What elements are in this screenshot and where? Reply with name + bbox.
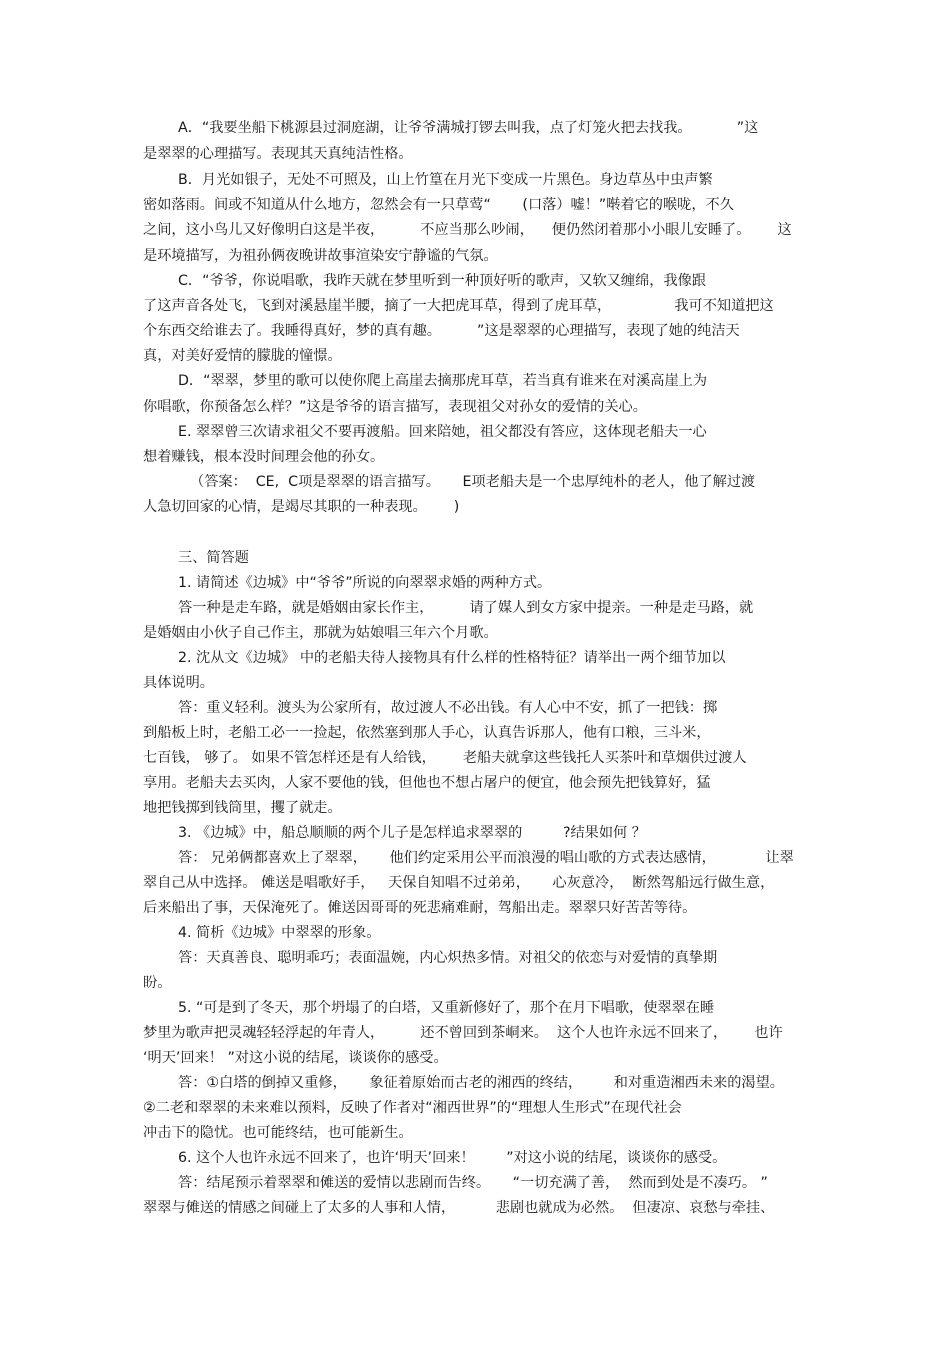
answer-3-line-1: 答： 兄弟俩都喜欢上了翠翠， 他们约定采用公平而浪漫的唱山歌的方式表达感情， 让翠 bbox=[178, 850, 794, 866]
option-b-line-2: 密如落雨。间或不知道从什么地方，忽然会有一只草莺“ (口落）嘘！”啭着它的喉咙，不久 bbox=[143, 197, 734, 213]
option-c-line-2: 了这声音各处飞，飞到对溪悬崖半腰，摘了一大把虎耳草，得到了虎耳草， 我可不知道把这 bbox=[143, 298, 774, 314]
answer-5-line-1: 答：①白塔的倒掉又重修， 象征着原始而古老的湘西的终结， 和对重造湘西未来的渴望。 bbox=[178, 1075, 784, 1091]
answer-line-1: （答案： CE, C项是翠翠的语言描写。 E项老船夫是一个忠厚纯朴的老人，他了解过渡 bbox=[190, 474, 756, 490]
option-d-line-2: 你唱歌，你预备怎么样？”这是爷爷的语言描写，表现祖父对孙女的爱情的关心。 bbox=[143, 399, 647, 415]
question-6: 6. 这个人也许永远不回来了，也许‘明天’回来！ ”对这小说的结尾，谈谈你的感受。 bbox=[178, 1150, 727, 1166]
question-4: 4. 简析《边城》中翠翠的形象。 bbox=[178, 925, 381, 941]
question-3: 3. 《边城》中，船总顺顺的两个儿子是怎样追求翠翠的 ?结果如何 ？ bbox=[178, 825, 646, 841]
option-e-line-1: E. 翠翠曾三次请求祖父不要再渡船。回来陪她，祖父都没有答应，这体现老船夫一心 bbox=[178, 424, 707, 440]
option-a-line-2: 是翠翠的心理描写。表现其天真纯洁性格。 bbox=[143, 146, 413, 162]
option-c-line-3: 个东西交给谁去了。我睡得真好，梦的真有趣。 ”这是翠翠的心理描写，表现了她的纯洁天 bbox=[143, 323, 740, 339]
option-a-line-1: A．“我要坐船下桃源县过洞庭湖，让爷爷满城打锣去叫我，点了灯笼火把去找我。 ”这 bbox=[178, 120, 759, 136]
answer-4-line-2: 盼。 bbox=[143, 975, 172, 991]
answer-1-line-2: 是婚姻由小伙子自己作主，那就为姑娘唱三年六个月歌。 bbox=[143, 625, 498, 641]
answer-2-line-1: 答：重义轻利。渡头为公家所有，故过渡人不必出钱。有人心中不安，抓了一把钱：掷 bbox=[178, 700, 718, 716]
question-5-line-3: ‘明天’回来！ ”对这小说的结尾，谈谈你的感受。 bbox=[143, 1050, 448, 1066]
answer-2-line-2: 到船板上时，老船工必一一捡起，依然塞到那人手心，认真告诉那人，他有口粮，三斗米， bbox=[143, 725, 711, 741]
option-c-line-4: 真，对美好爱情的朦胧的憧憬。 bbox=[143, 348, 342, 364]
question-1: 1. 请简述《边城》中“爷爷”所说的向翠翠求婚的两种方式。 bbox=[178, 575, 552, 591]
question-2-line-2: 具体说明。 bbox=[143, 675, 214, 691]
answer-2-line-5: 地把钱掷到钱筒里，攫了就走。 bbox=[143, 800, 342, 816]
answer-5-line-3: 冲击下的隐忧。也可能终结，也可能新生。 bbox=[143, 1125, 413, 1141]
option-b-line-4: 是环境描写，为祖孙俩夜晚讲故事渲染安宁静谧的气氛。 bbox=[143, 248, 498, 264]
answer-2-line-3: 七百钱， 够了。 如果不管怎样还是有人给钱， 老船夫就拿这些钱托人买茶叶和草烟供过渡人 bbox=[143, 750, 747, 766]
answer-6-line-2: 翠翠与傩送的情感之间碰上了太多的人事和人情， 悲剧也就成为必然。 但凄凉、哀愁与牵挂、 bbox=[143, 1200, 775, 1216]
option-e-line-2: 想着赚钱，根本没时间理会他的孙女。 bbox=[143, 449, 385, 465]
answer-3-line-2: 翠自己从中选择。 傩送是唱歌好手， 天保自知唱不过弟弟， 心灰意冷， 断然驾船远行做生意， bbox=[143, 875, 775, 891]
option-b-line-3: 之间，这小鸟儿又好像明白这是半夜， 不应当那么吵闹， 便仍然闭着那小小眼儿安睡了。 这 bbox=[143, 222, 792, 238]
option-b-line-1: B．月光如银子，无处不可照及，山上竹篁在月光下变成一片黑色。身边草丛中虫声繁 bbox=[178, 172, 713, 188]
option-d-line-1: D．“翠翠，梦里的歌可以使你爬上高崖去摘那虎耳草，若当真有谁来在对溪高崖上为 bbox=[178, 373, 708, 389]
option-c-line-1: C．“爷爷，你说唱歌，我昨天就在梦里听到一种顶好听的歌声，又软又缠绵，我像跟 bbox=[178, 273, 707, 289]
answer-line-2: 人急切回家的心情，是竭尽其职的一种表现。 ) bbox=[143, 499, 460, 515]
answer-4-line-1: 答：天真善良、聪明乖巧；表面温婉，内心炽热多情。对祖父的依恋与对爱情的真挚期 bbox=[178, 950, 718, 966]
answer-3-line-3: 后来船出了事，天保淹死了。傩送因哥哥的死悲痛难耐，驾船出走。翠翠只好苦苦等待。 bbox=[143, 900, 697, 916]
answer-1-line-1: 答一种是走车路，就是婚姻由家长作主， 请了媒人到女方家中提亲。一种是走马路，就 bbox=[178, 600, 754, 616]
question-5-line-2: 梦里为歌声把灵魂轻轻浮起的年青人， 还不曾回到茶峒来。 这个人也许永远不回来了， 也许 bbox=[143, 1025, 783, 1041]
question-5-line-1: 5. “可是到了冬天，那个坍塌了的白塔，又重新修好了，那个在月下唱歌，使翠翠在睡 bbox=[178, 1000, 715, 1016]
answer-2-line-4: 享用。老船夫去买肉，人家不要他的钱，但他也不想占屠户的便宜，他会预先把钱算好，猛 bbox=[143, 775, 711, 791]
answer-5-line-2: ②二老和翠翠的未来难以预料，反映了作者对“湘西世界”的“理想人生形式”在现代社会 bbox=[143, 1100, 682, 1116]
section-heading: 三、简答题 bbox=[178, 550, 249, 566]
question-2-line-1: 2. 沈从文《边城》 中的老船夫待人接物具有什么样的性格特征？请举出一两个细节加以 bbox=[178, 650, 726, 666]
answer-6-line-1: 答：结尾预示着翠翠和傩送的爱情以悲剧而告终。 “一切充满了善， 然而到处是不凑巧。 ” bbox=[178, 1175, 768, 1191]
